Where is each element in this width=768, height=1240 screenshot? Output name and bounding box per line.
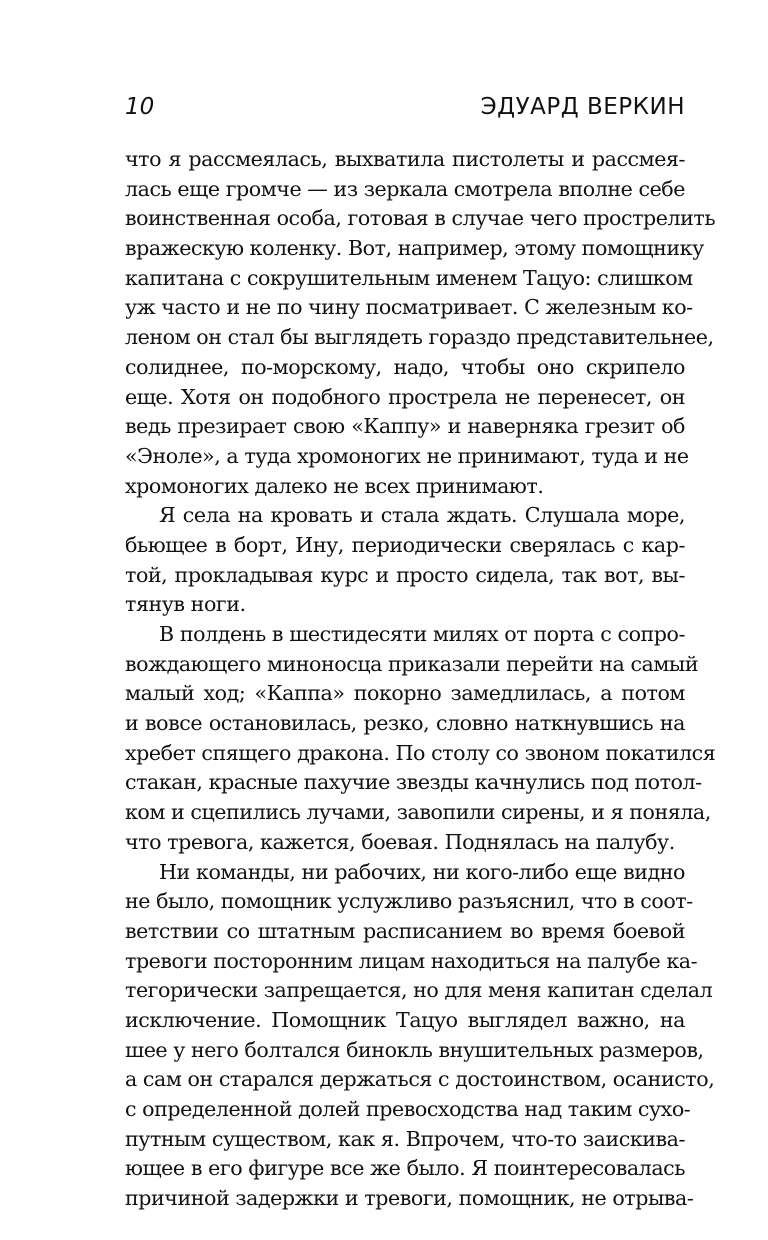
text-line: капитана с сокрушительным именем Тацуо: слишком	[125, 265, 693, 290]
text-line: ющее в его фигуре все же было. Я поинтересовалась	[125, 1156, 685, 1181]
text-line: леном он стал бы выглядеть гораздо представительнее,	[125, 325, 714, 350]
text-line: причиной задержки и тревоги, помощник, не отрыва-	[125, 1186, 694, 1211]
text-line: путным существом, как я. Впрочем, что-то заискива-	[125, 1126, 685, 1151]
text-line: вождающего миноносца приказали перейти на самый	[125, 651, 699, 676]
text-line: ком и сцепились лучами, завопили сирены, и я поняла,	[125, 800, 711, 825]
text-line: ведь презирает свою «Каппу» и наверняка грезит об	[125, 414, 685, 439]
text-line: той, прокладывая курс и просто сидела, так вот, вы-	[125, 562, 685, 587]
page-number: 10	[125, 94, 155, 120]
text-line: тревоги посторонним лицам находиться на палубе ка-	[125, 948, 698, 973]
text-line: вражескую коленку. Вот, например, этому помощнику	[125, 236, 704, 261]
text-line: не было, помощник услужливо разъяснил, что в соот-	[125, 889, 693, 914]
text-line: ветствии со штатным расписанием во время боевой	[125, 918, 685, 943]
running-head-author: ЭДУАРД ВЕРКИН	[480, 94, 685, 120]
paragraph	[125, 858, 715, 1214]
text-line: шее у него болтался бинокль внушительных размеров,	[125, 1037, 704, 1062]
text-line: Ни команды, ни рабочих, ни кого-либо еще видно	[159, 859, 685, 884]
text-line: тегорически запрещается, но для меня капитан сделал	[125, 978, 713, 1003]
text-line: лась еще громче — из зеркала смотрела вполне себе	[125, 176, 685, 201]
text-line: и вовсе остановилась, резко, словно наткнувшись на	[125, 711, 685, 736]
paragraph	[125, 620, 716, 858]
body-text	[125, 145, 716, 1214]
text-line: Я села на кровать и стала ждать. Слушала море,	[159, 503, 685, 528]
text-line: воинственная особа, готовая в случае чего прострелить	[125, 206, 716, 231]
text-line: стакан, красные пахучие звезды качнулись под потол-	[125, 770, 702, 795]
text-line: бьющее в борт, Ину, периодически сверялась с кар-	[125, 532, 685, 557]
text-line: малый ход; «Каппа» покорно замедлилась, а потом	[125, 681, 685, 706]
text-line: еще. Хотя он подобного прострела не перенесет, он	[125, 384, 685, 409]
text-line: а сам он старался держаться с достоинством, осанисто,	[125, 1067, 715, 1092]
text-line: солиднее, по-морскому, надо, чтобы оно скрипело	[125, 354, 685, 379]
page-header	[125, 92, 685, 124]
text-line: хромоногих далеко не всех принимают.	[125, 473, 544, 498]
text-line: что я рассмеялась, выхватила пистолеты и рассмея-	[125, 147, 685, 171]
text-line: что тревога, кажется, боевая. Поднялась на палубу.	[125, 829, 675, 854]
paragraph	[125, 501, 685, 620]
text-line: тянув ноги.	[125, 592, 246, 617]
text-line: хребет спящего дракона. По столу со звоном покатился	[125, 740, 716, 765]
text-line: «Эноле», а туда хромоногих не принимают, туда и не	[125, 443, 689, 468]
text-line: исключение. Помощник Тацуо выглядел важно, на	[125, 1007, 685, 1032]
text-line: с определенной долей превосходства над таким сухо-	[125, 1097, 691, 1121]
paragraph	[125, 145, 716, 501]
text-line: уж часто и не по чину посматривает. С железным ко-	[125, 295, 693, 320]
text-line: В полдень в шестидесяти милях от порта с сопро-	[159, 622, 685, 646]
